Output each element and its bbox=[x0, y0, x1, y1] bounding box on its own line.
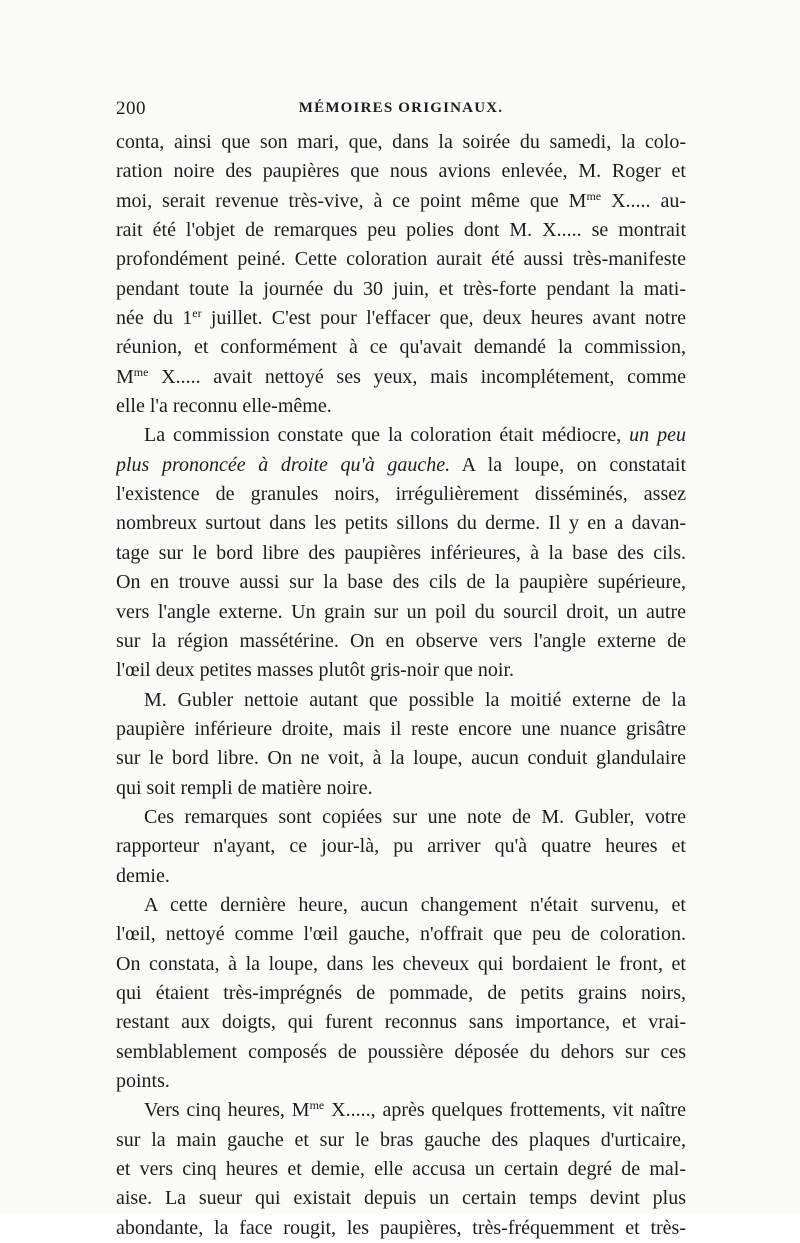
text-line: On constata, à la loupe, dans les cheveux qui bordaient le front, et bbox=[116, 952, 686, 975]
text-line: pendant toute la journée du 30 juin, et très-forte pendant la mati- bbox=[116, 277, 686, 300]
text-line: $M^{me}$ X..... avait nettoyé ses yeux, mais incomplétement, comme bbox=[116, 364, 686, 388]
text-line: Vers cinq heures, $M^{me}$ X....., après quelques frottements, vit naître bbox=[144, 1098, 686, 1122]
text-line: M. Gubler nettoie autant que possible la moitié externe de la bbox=[144, 688, 686, 711]
text-line: nombreux surtout dans les petits sillons du derme. Il y en a davan- bbox=[116, 512, 686, 535]
text-line: l'existence de granules noirs, irrégulièrement disséminés, assez bbox=[116, 483, 686, 506]
text-line: plus prononcée à droite qu'à gauche. A la loupe, on constatait bbox=[116, 453, 686, 476]
running-head bbox=[116, 98, 686, 124]
text-line: l'œil, nettoyé comme l'œil gauche, n'offrait que peu de coloration. bbox=[116, 923, 686, 946]
text-line: On en trouve aussi sur la base des cils de la paupière supérieure, bbox=[116, 571, 686, 594]
text-line: vers l'angle externe. Un grain sur un poil du sourcil droit, un autre bbox=[116, 600, 686, 623]
text-line: l'œil deux petites masses plutôt gris-noir que noir. bbox=[116, 659, 514, 682]
body-text bbox=[116, 128, 686, 1243]
text-line: abondante, la face rougit, les paupières, très-fréquemment et très- bbox=[116, 1216, 686, 1239]
text-line: qui étaient très-imprégnés de pommade, de petits grains noirs, bbox=[116, 981, 686, 1004]
text-line: rapporteur n'ayant, ce jour-là, pu arriver qu'à quatre heures et bbox=[116, 835, 686, 858]
text-line: rait été l'objet de remarques peu polies dont M. X..... se montrait bbox=[116, 219, 686, 242]
text-line: Ces remarques sont copiées sur une note de M. Gubler, votre bbox=[144, 805, 686, 828]
text-line: moi, serait revenue très-vive, à ce point même que $M^{me}$ X..... au- bbox=[116, 188, 686, 212]
text-line: profondément peiné. Cette coloration aurait été aussi très-manifeste bbox=[116, 248, 686, 271]
text-line: née du 1er juillet. C'est pour l'effacer que, deux heures avant notre bbox=[116, 306, 686, 330]
text-line: conta, ainsi que son mari, que, dans la soirée du samedi, la colo- bbox=[116, 131, 686, 153]
text-line: qui soit rempli de matière noire. bbox=[116, 776, 373, 799]
text-line: réunion, et conformément à ce qu'avait demandé la commission, bbox=[116, 336, 686, 359]
text-line: restant aux doigts, qui furent reconnus sans importance, et vrai- bbox=[116, 1011, 686, 1034]
text-line: semblablement composés de poussière déposée du dehors sur ces bbox=[116, 1040, 686, 1063]
page-number: 200 bbox=[116, 98, 146, 119]
text-line: paupière inférieure droite, mais il reste encore une nuance grisâtre bbox=[116, 717, 686, 740]
text-line: sur la main gauche et sur le bras gauche des plaques d'urticaire, bbox=[116, 1128, 686, 1151]
text-line: aise. La sueur qui existait depuis un certain temps devint plus bbox=[116, 1187, 686, 1210]
running-title: MÉMOIRES ORIGINAUX. bbox=[298, 100, 504, 116]
text-line: sur le bord libre. On ne voit, à la loupe, aucun conduit glandulaire bbox=[116, 747, 686, 770]
text-line: sur la région massétérine. On en observe vers l'angle externe de bbox=[116, 629, 686, 652]
text-line: A cette dernière heure, aucun changement n'était survenu, et bbox=[144, 893, 686, 916]
text-line: elle l'a reconnu elle-même. bbox=[116, 395, 332, 418]
text-line: ration noire des paupières que nous avions enlevée, M. Roger et bbox=[116, 160, 686, 183]
text-line: points. bbox=[116, 1070, 170, 1092]
text-line: tage sur le bord libre des paupières inférieures, à la base des cils. bbox=[116, 541, 686, 564]
text-line: et vers cinq heures et demie, elle accusa un certain degré de mal- bbox=[116, 1158, 686, 1181]
text-line: demie. bbox=[116, 864, 170, 887]
text-line: La commission constate que la coloration était médiocre, un peu bbox=[144, 424, 686, 447]
